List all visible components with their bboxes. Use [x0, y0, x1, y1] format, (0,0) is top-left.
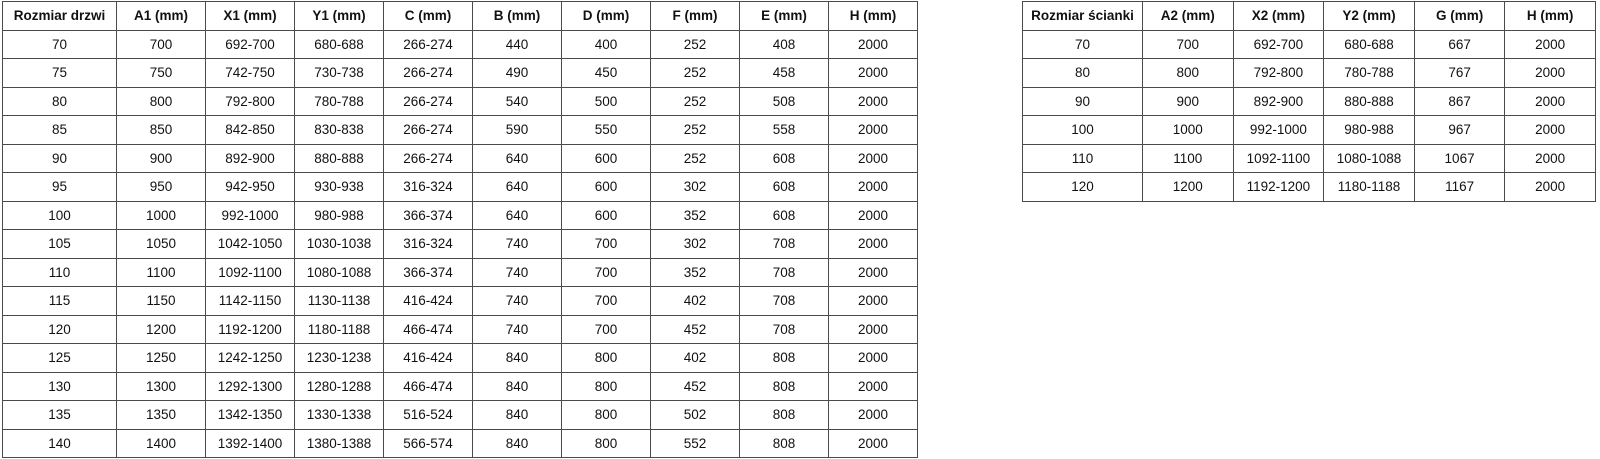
table-cell: 2000	[829, 144, 918, 173]
table-cell: 2000	[829, 173, 918, 202]
table-cell: 366-374	[384, 258, 473, 287]
table-cell: 700	[562, 230, 651, 259]
table-cell: 135	[3, 401, 117, 430]
table-cell: 1300	[117, 372, 206, 401]
table-cell: 90	[1023, 87, 1143, 116]
table-cell: 740	[473, 230, 562, 259]
table-cell: 416-424	[384, 344, 473, 373]
table-cell: 316-324	[384, 173, 473, 202]
table-cell: 1100	[117, 258, 206, 287]
table-cell: 792-800	[1233, 59, 1324, 88]
table-cell: 100	[3, 201, 117, 230]
table-cell: 252	[651, 59, 740, 88]
column-header: Y2 (mm)	[1324, 2, 1415, 31]
table-row	[3, 315, 918, 344]
table-cell: 1092-1100	[1233, 144, 1324, 173]
table-cell: 2000	[1505, 87, 1596, 116]
column-header: C (mm)	[384, 2, 473, 31]
table-cell: 452	[651, 372, 740, 401]
table-cell: 125	[3, 344, 117, 373]
table-row	[1023, 30, 1596, 59]
table-cell: 1350	[117, 401, 206, 430]
table-cell: 252	[651, 30, 740, 59]
table-cell: 942-950	[206, 173, 295, 202]
table-cell: 590	[473, 116, 562, 145]
table-cell: 2000	[829, 372, 918, 401]
column-header: Rozmiar ścianki	[1023, 2, 1143, 31]
table-cell: 266-274	[384, 30, 473, 59]
table-cell: 266-274	[384, 87, 473, 116]
table-cell: 450	[562, 59, 651, 88]
table-cell: 252	[651, 116, 740, 145]
table-cell: 2000	[829, 258, 918, 287]
table-cell: 808	[740, 372, 829, 401]
table-cell: 767	[1414, 59, 1505, 88]
table-cell: 900	[117, 144, 206, 173]
table-cell: 692-700	[1233, 30, 1324, 59]
table-cell: 2000	[829, 287, 918, 316]
table-cell: 1142-1150	[206, 287, 295, 316]
table-cell: 2000	[829, 116, 918, 145]
table-cell: 252	[651, 87, 740, 116]
table-cell: 120	[1023, 173, 1143, 202]
table-cell: 400	[562, 30, 651, 59]
table-cell: 708	[740, 315, 829, 344]
table-cell: 980-988	[295, 201, 384, 230]
table-cell: 700	[1143, 30, 1234, 59]
table-cell: 1130-1138	[295, 287, 384, 316]
table-cell: 2000	[829, 201, 918, 230]
table-cell: 840	[473, 344, 562, 373]
table-cell: 800	[562, 344, 651, 373]
table-cell: 840	[473, 401, 562, 430]
table-row	[3, 173, 918, 202]
table-cell: 830-838	[295, 116, 384, 145]
table-cell: 1330-1338	[295, 401, 384, 430]
table-row	[3, 429, 918, 458]
column-header: F (mm)	[651, 2, 740, 31]
table-cell: 1200	[117, 315, 206, 344]
table-cell: 850	[117, 116, 206, 145]
table-cell: 708	[740, 287, 829, 316]
table-cell: 1167	[1414, 173, 1505, 202]
table-cell: 100	[1023, 116, 1143, 145]
table-cell: 566-574	[384, 429, 473, 458]
table-cell: 266-274	[384, 144, 473, 173]
table-cell: 352	[651, 201, 740, 230]
table-cell: 508	[740, 87, 829, 116]
table-cell: 867	[1414, 87, 1505, 116]
table-cell: 780-788	[1324, 59, 1415, 88]
table-cell: 1292-1300	[206, 372, 295, 401]
table-cell: 992-1000	[1233, 116, 1324, 145]
table-cell: 740	[473, 287, 562, 316]
column-header: X1 (mm)	[206, 2, 295, 31]
door-dimensions-table	[2, 1, 918, 458]
table-cell: 140	[3, 429, 117, 458]
table-cell: 90	[3, 144, 117, 173]
table-cell: 842-850	[206, 116, 295, 145]
column-header: A1 (mm)	[117, 2, 206, 31]
table-cell: 667	[1414, 30, 1505, 59]
table-cell: 1080-1088	[295, 258, 384, 287]
table-cell: 692-700	[206, 30, 295, 59]
table-cell: 502	[651, 401, 740, 430]
table-cell: 1230-1238	[295, 344, 384, 373]
column-header: Rozmiar drzwi	[3, 2, 117, 31]
table-cell: 1342-1350	[206, 401, 295, 430]
wall-panel-dimensions-table	[1022, 1, 1596, 202]
table-cell: 1042-1050	[206, 230, 295, 259]
table-cell: 316-324	[384, 230, 473, 259]
table-cell: 950	[117, 173, 206, 202]
table-cell: 730-738	[295, 59, 384, 88]
table-cell: 252	[651, 144, 740, 173]
table-cell: 440	[473, 30, 562, 59]
table-row	[1023, 116, 1596, 145]
table-row	[3, 30, 918, 59]
table-cell: 892-900	[206, 144, 295, 173]
column-header: A2 (mm)	[1143, 2, 1234, 31]
table-cell: 266-274	[384, 59, 473, 88]
table-cell: 800	[117, 87, 206, 116]
column-header: D (mm)	[562, 2, 651, 31]
table-cell: 608	[740, 201, 829, 230]
table-row	[3, 344, 918, 373]
table-cell: 516-524	[384, 401, 473, 430]
table-row	[3, 87, 918, 116]
table-cell: 608	[740, 144, 829, 173]
table-cell: 95	[3, 173, 117, 202]
table-row	[3, 201, 918, 230]
table-cell: 1030-1038	[295, 230, 384, 259]
table-cell: 880-888	[1324, 87, 1415, 116]
table-cell: 402	[651, 287, 740, 316]
table-cell: 680-688	[1324, 30, 1415, 59]
table-cell: 2000	[1505, 116, 1596, 145]
table-cell: 1180-1188	[295, 315, 384, 344]
column-header: H (mm)	[1505, 2, 1596, 31]
table-cell: 2000	[829, 59, 918, 88]
table-cell: 742-750	[206, 59, 295, 88]
table-cell: 1067	[1414, 144, 1505, 173]
table-cell: 680-688	[295, 30, 384, 59]
table-cell: 352	[651, 258, 740, 287]
table-cell: 2000	[1505, 59, 1596, 88]
table-cell: 2000	[829, 401, 918, 430]
table-cell: 708	[740, 258, 829, 287]
table-cell: 880-888	[295, 144, 384, 173]
header-row	[3, 2, 918, 31]
table-cell: 700	[562, 258, 651, 287]
table-cell: 808	[740, 401, 829, 430]
table-cell: 302	[651, 173, 740, 202]
column-header: Y1 (mm)	[295, 2, 384, 31]
table-cell: 416-424	[384, 287, 473, 316]
table-cell: 458	[740, 59, 829, 88]
table-cell: 1180-1188	[1324, 173, 1415, 202]
table-cell: 750	[117, 59, 206, 88]
table-cell: 900	[1143, 87, 1234, 116]
table-cell: 640	[473, 173, 562, 202]
column-header: X2 (mm)	[1233, 2, 1324, 31]
table-cell: 408	[740, 30, 829, 59]
table-cell: 640	[473, 144, 562, 173]
table-cell: 2000	[1505, 30, 1596, 59]
table-cell: 808	[740, 344, 829, 373]
table-cell: 70	[3, 30, 117, 59]
table-cell: 2000	[829, 429, 918, 458]
table-cell: 892-900	[1233, 87, 1324, 116]
table-cell: 840	[473, 429, 562, 458]
table-cell: 1280-1288	[295, 372, 384, 401]
table-cell: 600	[562, 144, 651, 173]
table-cell: 1192-1200	[206, 315, 295, 344]
table-row	[3, 401, 918, 430]
table-cell: 2000	[1505, 173, 1596, 202]
table-cell: 700	[562, 315, 651, 344]
table-row	[3, 144, 918, 173]
table-cell: 1100	[1143, 144, 1234, 173]
table-cell: 466-474	[384, 372, 473, 401]
table-cell: 1392-1400	[206, 429, 295, 458]
table-cell: 608	[740, 173, 829, 202]
table-row	[1023, 173, 1596, 202]
table-cell: 800	[562, 429, 651, 458]
table-cell: 980-988	[1324, 116, 1415, 145]
table-cell: 550	[562, 116, 651, 145]
table-cell: 1080-1088	[1324, 144, 1415, 173]
table-row	[3, 287, 918, 316]
table-cell: 2000	[829, 30, 918, 59]
table-row	[3, 116, 918, 145]
table-cell: 70	[1023, 30, 1143, 59]
table-cell: 105	[3, 230, 117, 259]
table-cell: 2000	[829, 344, 918, 373]
table-cell: 552	[651, 429, 740, 458]
table-cell: 800	[562, 401, 651, 430]
table-cell: 80	[1023, 59, 1143, 88]
table-cell: 1242-1250	[206, 344, 295, 373]
table-cell: 1200	[1143, 173, 1234, 202]
table-cell: 75	[3, 59, 117, 88]
table-cell: 1150	[117, 287, 206, 316]
table-cell: 780-788	[295, 87, 384, 116]
table-cell: 1192-1200	[1233, 173, 1324, 202]
table-cell: 490	[473, 59, 562, 88]
table-cell: 740	[473, 315, 562, 344]
table-cell: 708	[740, 230, 829, 259]
table-cell: 2000	[1505, 144, 1596, 173]
table-row	[1023, 87, 1596, 116]
table-cell: 266-274	[384, 116, 473, 145]
table-cell: 120	[3, 315, 117, 344]
table-cell: 1000	[117, 201, 206, 230]
table-cell: 2000	[829, 87, 918, 116]
table-cell: 80	[3, 87, 117, 116]
table-cell: 85	[3, 116, 117, 145]
column-header: G (mm)	[1414, 2, 1505, 31]
table-cell: 800	[562, 372, 651, 401]
table-cell: 540	[473, 87, 562, 116]
table-cell: 700	[117, 30, 206, 59]
table-cell: 800	[1143, 59, 1234, 88]
table-row	[1023, 144, 1596, 173]
table-cell: 110	[3, 258, 117, 287]
table-row	[3, 230, 918, 259]
table-cell: 1092-1100	[206, 258, 295, 287]
table-cell: 1000	[1143, 116, 1234, 145]
table-row	[3, 258, 918, 287]
table-cell: 500	[562, 87, 651, 116]
table-cell: 600	[562, 201, 651, 230]
table-cell: 558	[740, 116, 829, 145]
table-cell: 930-938	[295, 173, 384, 202]
table-cell: 992-1000	[206, 201, 295, 230]
table-cell: 130	[3, 372, 117, 401]
table-cell: 115	[3, 287, 117, 316]
table-cell: 466-474	[384, 315, 473, 344]
column-header: H (mm)	[829, 2, 918, 31]
table-cell: 402	[651, 344, 740, 373]
table-cell: 967	[1414, 116, 1505, 145]
table-cell: 792-800	[206, 87, 295, 116]
table-row	[1023, 59, 1596, 88]
table-cell: 452	[651, 315, 740, 344]
table-cell: 1250	[117, 344, 206, 373]
header-row	[1023, 2, 1596, 31]
table-cell: 808	[740, 429, 829, 458]
table-cell: 1400	[117, 429, 206, 458]
table-cell: 2000	[829, 230, 918, 259]
table-cell: 110	[1023, 144, 1143, 173]
table-cell: 1380-1388	[295, 429, 384, 458]
column-header: B (mm)	[473, 2, 562, 31]
table-row	[3, 372, 918, 401]
table-cell: 2000	[829, 315, 918, 344]
table-cell: 740	[473, 258, 562, 287]
table-cell: 700	[562, 287, 651, 316]
table-cell: 366-374	[384, 201, 473, 230]
table-row	[3, 59, 918, 88]
table-cell: 600	[562, 173, 651, 202]
table-cell: 640	[473, 201, 562, 230]
table-cell: 302	[651, 230, 740, 259]
column-header: E (mm)	[740, 2, 829, 31]
table-cell: 840	[473, 372, 562, 401]
table-cell: 1050	[117, 230, 206, 259]
